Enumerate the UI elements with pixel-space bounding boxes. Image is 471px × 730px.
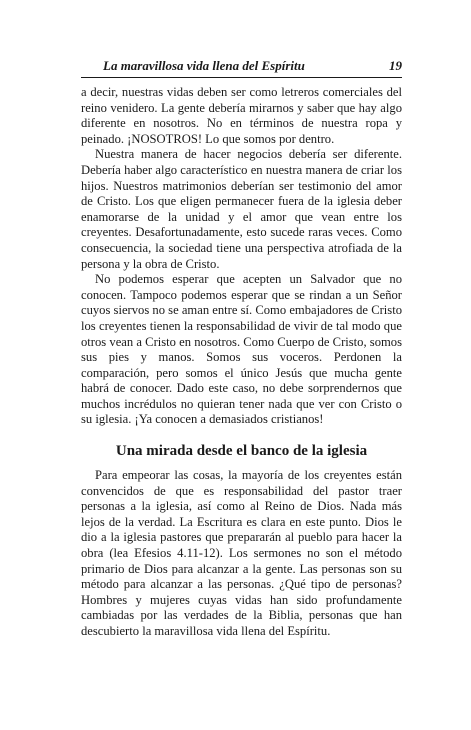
section-heading: Una mirada desde el banco de la iglesia	[115, 443, 368, 460]
running-title: La maravillosa vida llena del Espíritu	[103, 58, 305, 73]
paragraph: Nuestra manera de hacer negocios debería ser diferente. Debería haber algo característico en nuestra manera de criar los hijos. Nuestros matrimonios deberían ser testimonio del amor de Cristo. Los que eligen permanecer fuera de la iglesia deber enamorarse de la unidad y el amor que vean entre los creyentes. Desafortunadamente, esto sucede raras veces. Como consecuencia, la sociedad tiene una perspectiva atrofiada de la persona y la obra de Cristo.	[81, 147, 402, 271]
paragraph: Para empeorar las cosas, la mayoría de los creyentes están convencidos de que es responsabilidad del pastor traer personas a la iglesia, así como al Reino de Dios. Nada más lejos de la verdad. La Escritura es clara en este punto. Dios le dio a la iglesia pastores que prepararán al pueblo para hacer la obra (lea Efesios 4.11-12). Los sermones no son el método primario de Dios para alcanzar a la gente. Las personas son su método para alcanzar a las personas. ¿Qué tipo de personas? Hombres y mujeres cuyas vidas han sido profundamente cambiadas por las verdades de la Biblia, personas que han descubierto la maravillosa vida llena del Espíritu.	[81, 468, 402, 638]
paragraph-continued: a decir, nuestras vidas deben ser como letreros comerciales del reino venidero. La gente debería mirarnos y saber que hay algo diferente en nosotros. No en términos de nuestra ropa y peinado. ¡NOSOTROS! Lo que somos por dentro.	[81, 85, 402, 146]
book-page	[81, 58, 402, 640]
page-number: 19	[389, 58, 402, 73]
paragraph: No podemos esperar que acepten un Salvador que no conocen. Tampoco podemos esperar que se rindan a un Señor cuyos siervos no se aman entre sí. Como embajadores de Cristo los creyentes tienen la responsabilidad de vivir de tal modo que otros vean a Cristo en nosotros. Como Cuerpo de Cristo, somos sus pies y manos. Somos sus voceros. Perdonen la comparación, pero somos el único Jesús que mucha gente habrá de conocer. Dado este caso, no debe sorprendernos que muchos incrédulos no quieran tener nada que ver con Cristo o su iglesia. ¡Ya conocen a demasiados cristianos!	[81, 272, 402, 427]
running-head	[81, 58, 402, 78]
